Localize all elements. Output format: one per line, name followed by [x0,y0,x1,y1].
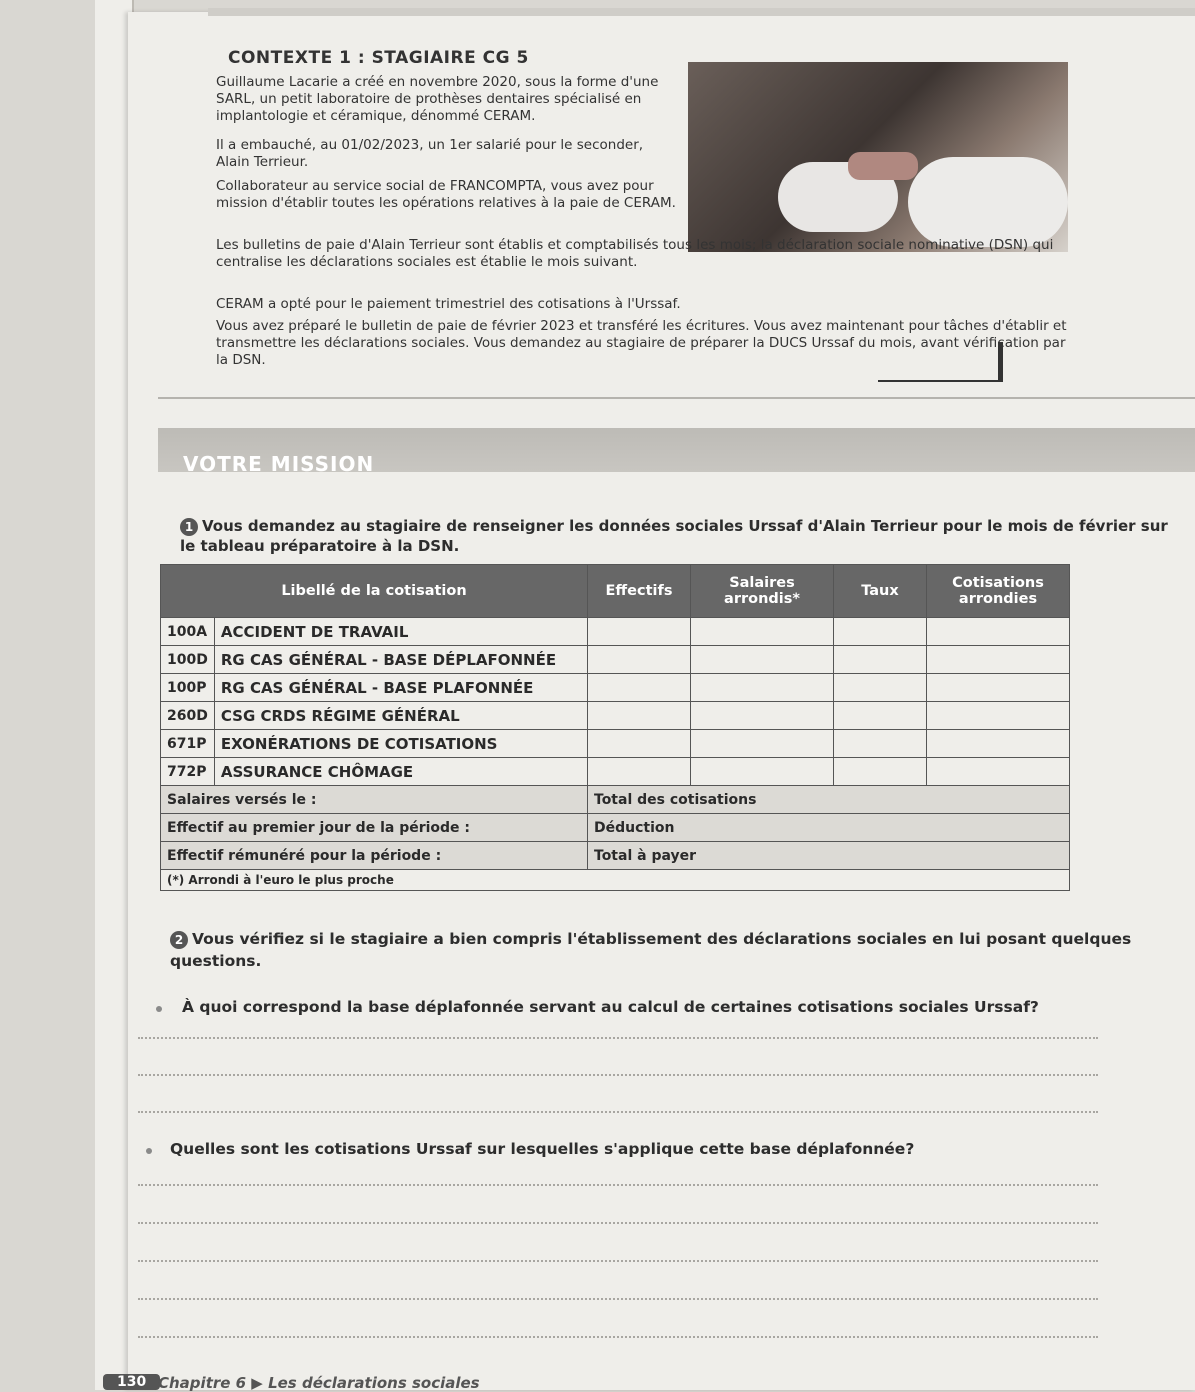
summary-row [161,814,1070,842]
dsn-preparation-table [160,564,1070,891]
cell-cotisations[interactable] [927,618,1070,646]
cell-effectifs[interactable] [588,758,691,786]
row-code: 100P [161,674,215,702]
cell-taux[interactable] [834,618,927,646]
cell-taux[interactable] [834,646,927,674]
question-1 [180,516,1180,556]
answer-line[interactable] [138,1184,1098,1186]
row-label: RG CAS GÉNÉRAL - BASE PLAFONNÉE [214,674,587,702]
context-top-bar [208,8,1195,16]
row-code: 100A [161,618,215,646]
row-code: 260D [161,702,215,730]
question-2-text: Vous vérifiez si le stagiaire a bien compris l'établissement des déclarations sociales en lui posant quelques questions. [170,930,1132,970]
context-bottom-rule [158,397,1195,399]
table-row [161,730,1070,758]
cell-salaires[interactable] [691,758,834,786]
summary-right: Total à payer [588,842,1070,870]
answer-line[interactable] [138,1336,1098,1338]
row-label: ACCIDENT DE TRAVAIL [214,618,587,646]
prosthesis [848,152,918,180]
context-paragraph-3: Collaborateur au service social de FRANCOMPTA, vous avez pour mission d'établir toutes les opérations relatives à la paie de CERAM. [216,178,676,211]
cell-taux[interactable] [834,674,927,702]
cell-effectifs[interactable] [588,618,691,646]
question-1-text: Vous demandez au stagiaire de renseigner les données sociales Urssaf d'Alain Terrieur pour le mois de février sur le tableau préparatoire à la DSN. [180,517,1168,555]
answer-line[interactable] [138,1298,1098,1300]
answer-line[interactable] [138,1222,1098,1224]
table-row [161,618,1070,646]
table-header-row [161,565,1070,618]
header-salaires: Salaires arrondis* [691,565,834,618]
cell-cotisations[interactable] [927,730,1070,758]
cell-salaires[interactable] [691,618,834,646]
table-row [161,646,1070,674]
sub-question-2: Quelles sont les cotisations Urssaf sur lesquelles s'applique cette base déplafonnée? [170,1140,915,1158]
row-label: ASSURANCE CHÔMAGE [214,758,587,786]
row-label: EXONÉRATIONS DE COTISATIONS [214,730,587,758]
row-code: 671P [161,730,215,758]
context-paragraph-2: Il a embauché, au 01/02/2023, un 1er salarié pour le seconder, Alain Terrieur. [216,137,644,170]
answer-line[interactable] [138,1074,1098,1076]
context-paragraph-4: Les bulletins de paie d'Alain Terrieur sont établis et comptabilisés tous les mois; la déclaration sociale nominative (DSN) qui centralise les déclarations sociales est établie le mois suivant. [216,237,1054,270]
cell-taux[interactable] [834,758,927,786]
bullet-icon [156,1006,162,1012]
summary-left: Salaires versés le : [161,786,588,814]
page-number: 130 [103,1374,160,1390]
sub-question-1: À quoi correspond la base déplafonnée servant au calcul de certaines cotisations sociales Urssaf? [182,998,1039,1016]
context-paragraph-5: CERAM a opté pour le paiement trimestriel des cotisations à l'Urssaf. [216,296,681,312]
header-taux: Taux [834,565,927,618]
cell-cotisations[interactable] [927,674,1070,702]
bracket-mark [878,342,1003,382]
answer-line[interactable] [138,1037,1098,1039]
answer-line[interactable] [138,1260,1098,1262]
cell-salaires[interactable] [691,730,834,758]
cell-cotisations[interactable] [927,702,1070,730]
question-2 [170,928,1170,972]
cell-salaires[interactable] [691,674,834,702]
cell-effectifs[interactable] [588,702,691,730]
cell-taux[interactable] [834,702,927,730]
row-label: CSG CRDS RÉGIME GÉNÉRAL [214,702,587,730]
cell-salaires[interactable] [691,702,834,730]
glove-right [908,157,1068,247]
chapter-title: Chapitre 6 ▶ Les déclarations sociales [158,1374,480,1392]
context-title: CONTEXTE 1 : STAGIAIRE CG 5 [228,48,529,68]
summary-left: Effectif rémunéré pour la période : [161,842,588,870]
summary-row [161,786,1070,814]
answer-line[interactable] [138,1111,1098,1113]
table-note-row [161,870,1070,891]
header-cotisations: Cotisations arrondies [927,565,1070,618]
summary-row [161,842,1070,870]
table-row [161,758,1070,786]
row-label: RG CAS GÉNÉRAL - BASE DÉPLAFONNÉE [214,646,587,674]
summary-left: Effectif au premier jour de la période : [161,814,588,842]
header-effectifs: Effectifs [588,565,691,618]
summary-right: Déduction [588,814,1070,842]
textbook-page [117,12,1195,1392]
cell-taux[interactable] [834,730,927,758]
bullet-icon [146,1148,152,1154]
row-code: 100D [161,646,215,674]
cell-effectifs[interactable] [588,730,691,758]
question-1-number: 1 [180,518,198,536]
table-row [161,702,1070,730]
row-code: 772P [161,758,215,786]
table-note: (*) Arrondi à l'euro le plus proche [161,870,1070,891]
context-paragraph-6: Vous avez préparé le bulletin de paie de février 2023 et transféré les écritures. Vous avez maintenant pour tâches d'établir et transmettre les déclarations sociales. Vous demandez au stagiaire de préparer la DUCS Urssaf du mois, avant vérification par la DSN. [216,318,1067,368]
summary-right: Total des cotisations [588,786,1070,814]
context-paragraph-1: Guillaume Lacarie a créé en novembre 2020, sous la forme d'une SARL, un petit laboratoire de prothèses dentaires spécialisé en implantologie et céramique, dénommé CERAM. [216,74,659,124]
cell-cotisations[interactable] [927,758,1070,786]
question-2-number: 2 [170,931,188,949]
mission-title: VOTRE MISSION [183,452,375,476]
dental-lab-photo [688,62,1068,252]
cell-effectifs[interactable] [588,674,691,702]
cell-effectifs[interactable] [588,646,691,674]
header-libelle: Libellé de la cotisation [161,565,588,618]
cell-cotisations[interactable] [927,646,1070,674]
cell-salaires[interactable] [691,646,834,674]
table-row [161,674,1070,702]
